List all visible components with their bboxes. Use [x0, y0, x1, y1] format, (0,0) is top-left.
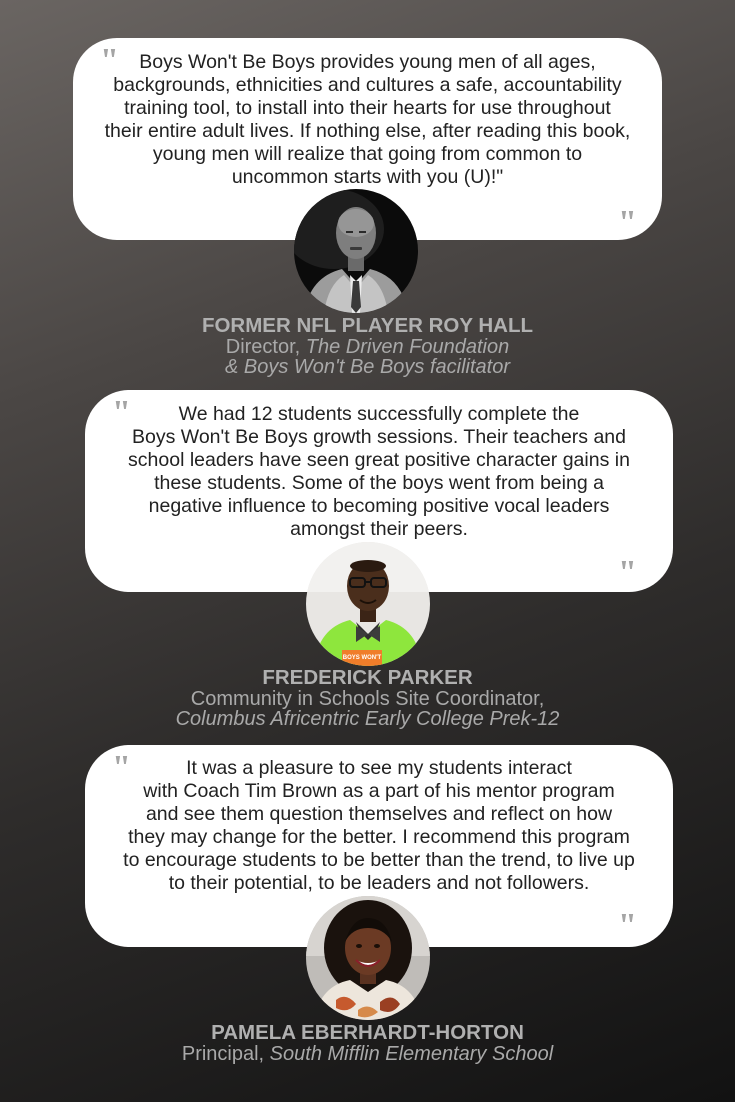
open-quote-icon: " — [112, 394, 131, 431]
shirt-print-text: BOYS WON'T — [342, 655, 382, 661]
person-role — [0, 1044, 735, 1065]
role-organization: The Driven Foundation — [305, 335, 510, 358]
quote-line: backgrounds, ethnicities and cultures a safe, accountability — [113, 74, 622, 96]
attribution-1 — [0, 316, 735, 378]
quote-line: negative influence to becoming positive vocal leaders — [148, 495, 610, 517]
quote-line: they may change for the better. I recommend this program — [128, 826, 630, 848]
close-quote-icon: " — [618, 554, 637, 591]
role-organization: Columbus Africentric Early College Prek-12 — [175, 708, 560, 730]
quote-line: to their potential, to be leaders and not followers. — [168, 872, 590, 894]
quote-line: uncommon starts with you (U)!" — [231, 166, 504, 188]
testimonial-quote-2 — [85, 403, 673, 541]
avatar-roy-hall — [294, 189, 418, 313]
role-extra: & Boys Won't Be Boys facilitator — [224, 356, 511, 378]
person-role — [0, 337, 735, 358]
attribution-3 — [0, 1023, 735, 1064]
close-quote-icon: " — [618, 204, 637, 241]
person-name: PAMELA EBERHARDT-HORTON — [211, 1021, 524, 1044]
quote-line: to encourage students to be better than the trend, to live up — [123, 849, 635, 871]
person-name: FREDERICK PARKER — [262, 666, 473, 689]
avatar-pamela-eberhardt-horton — [306, 896, 430, 1020]
quote-line: these students. Some of the boys went from being a — [154, 472, 604, 494]
quote-line: with Coach Tim Brown as a part of his mentor program — [143, 780, 615, 802]
role-prefix: Principal, — [181, 1042, 270, 1065]
open-quote-icon: " — [100, 42, 119, 79]
quote-line: and see them question themselves and reflect on how — [145, 803, 613, 825]
testimonial-quote-1 — [73, 51, 662, 189]
avatar-frederick-parker — [306, 542, 430, 666]
quote-line: Boys Won't Be Boys growth sessions. Their teachers and — [132, 426, 626, 448]
quote-line: training tool, to install into their hearts for use throughout — [124, 97, 611, 119]
quote-line: Boys Won't Be Boys provides young men of all ages, — [139, 51, 596, 73]
quote-line: young men will realize that going from common to — [152, 143, 583, 165]
role-organization: South Mifflin Elementary School — [269, 1042, 554, 1065]
close-quote-icon: " — [618, 907, 637, 944]
attribution-2 — [0, 668, 735, 730]
quote-line: amongst their peers. — [290, 518, 468, 540]
quote-line: school leaders have seen great positive character gains in — [128, 449, 630, 471]
role-prefix: Community in Schools Site Coordinator, — [190, 687, 545, 710]
quote-line: We had 12 students successfully complete the — [178, 403, 580, 425]
testimonial-quote-3 — [85, 757, 673, 895]
open-quote-icon: " — [112, 749, 131, 786]
role-prefix: Director, — [225, 335, 306, 358]
quote-line: their entire adult lives. If nothing else, after reading this book, — [104, 120, 631, 142]
person-name: FORMER NFL PLAYER ROY HALL — [201, 314, 534, 337]
quote-line: It was a pleasure to see my students interact — [186, 757, 572, 779]
